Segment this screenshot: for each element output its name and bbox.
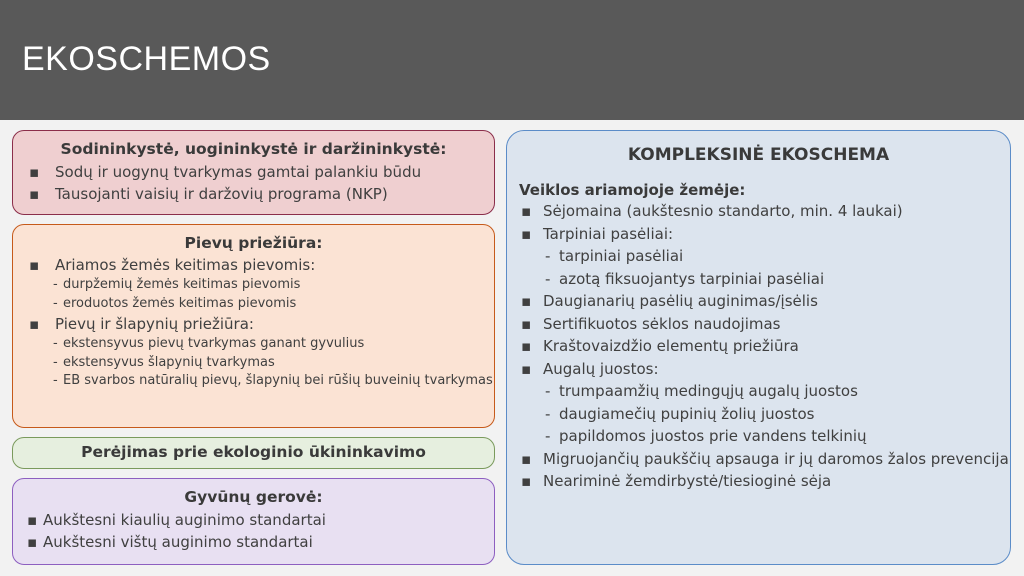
complex-heading: KOMPLEKSINĖ EKOSCHEMA [627, 145, 890, 165]
list-item: ▪ Tarpiniai pasėliai: [507, 223, 1010, 246]
slide-title: EKOSCHEMOS [22, 40, 271, 78]
sub-list-item: - EB svarbos natūralių pievų, šlapynių bei rūšių buveinių tvarkymas [13, 372, 494, 391]
title-bar [0, 0, 1024, 120]
list-item: ▪ Migruojančių paukščių apsauga ir jų daromos žalos prevencija [507, 448, 1010, 471]
complex-list [507, 200, 1010, 493]
sub-list-item: - azotą fiksuojantys tarpiniai pasėliai [507, 268, 1010, 291]
list-item: ▪ Kraštovaizdžio elementų priežiūra [507, 335, 1010, 358]
grassland-list [13, 254, 494, 391]
list-item: ▪ Neariminė žemdirbystė/tiesioginė sėja [507, 470, 1010, 493]
horticulture-box [12, 130, 495, 215]
list-item: ▪ Aukštesni vištų auginimo standartai [13, 531, 494, 553]
list-item: ▪ Ariamos žemės keitimas pievomis: [13, 254, 494, 276]
list-item: ▪ Tausojanti vaisių ir daržovių programa (NKP) [13, 183, 494, 205]
list-item: ▪ Aukštesni kiaulių auginimo standartai [13, 509, 494, 531]
animal-welfare-list [13, 509, 494, 553]
sub-list-item: - papildomos juostos prie vandens telkinių [507, 425, 1010, 448]
animal-welfare-heading: Gyvūnų gerovė: [184, 488, 323, 506]
animal-welfare-box [12, 478, 495, 565]
organic-heading: Perėjimas prie ekologinio ūkininkavimo [81, 443, 426, 461]
list-item: ▪ Augalų juostos: [507, 358, 1010, 381]
sub-list-item: - eroduotos žemės keitimas pievomis [13, 295, 494, 314]
list-item: ▪ Sėjomaina (aukštesnio standarto, min. 4 laukai) [507, 200, 1010, 223]
horticulture-list [13, 161, 494, 205]
list-item: ▪ Sodų ir uogynų tvarkymas gamtai palankiu būdu [13, 161, 494, 183]
horticulture-heading: Sodininkystė, uogininkystė ir daržininkystė: [60, 140, 447, 158]
sub-list-item: - tarpiniai pasėliai [507, 245, 1010, 268]
list-item: ▪ Pievų ir šlapynių priežiūra: [13, 313, 494, 335]
complex-ecoscheme-box [506, 130, 1011, 565]
sub-list-item: - durpžemių žemės keitimas pievomis [13, 276, 494, 295]
sub-list-item: - daugiamečių pupinių žolių juostos [507, 403, 1010, 426]
grassland-heading: Pievų priežiūra: [184, 234, 323, 252]
sub-list-item: - trumpaamžių medingųjų augalų juostos [507, 380, 1010, 403]
grassland-box [12, 224, 495, 428]
list-item: ▪ Sertifikuotos sėklos naudojimas [507, 313, 1010, 336]
sub-list-item: - ekstensyvus pievų tvarkymas ganant gyvulius [13, 335, 494, 354]
list-item: ▪ Daugianarių pasėlių auginimas/įsėlis [507, 290, 1010, 313]
sub-list-item: - ekstensyvus šlapynių tvarkymas [13, 354, 494, 373]
arable-section-heading: Veiklos ariamojoje žemėje: [519, 181, 746, 199]
organic-box [12, 437, 495, 469]
